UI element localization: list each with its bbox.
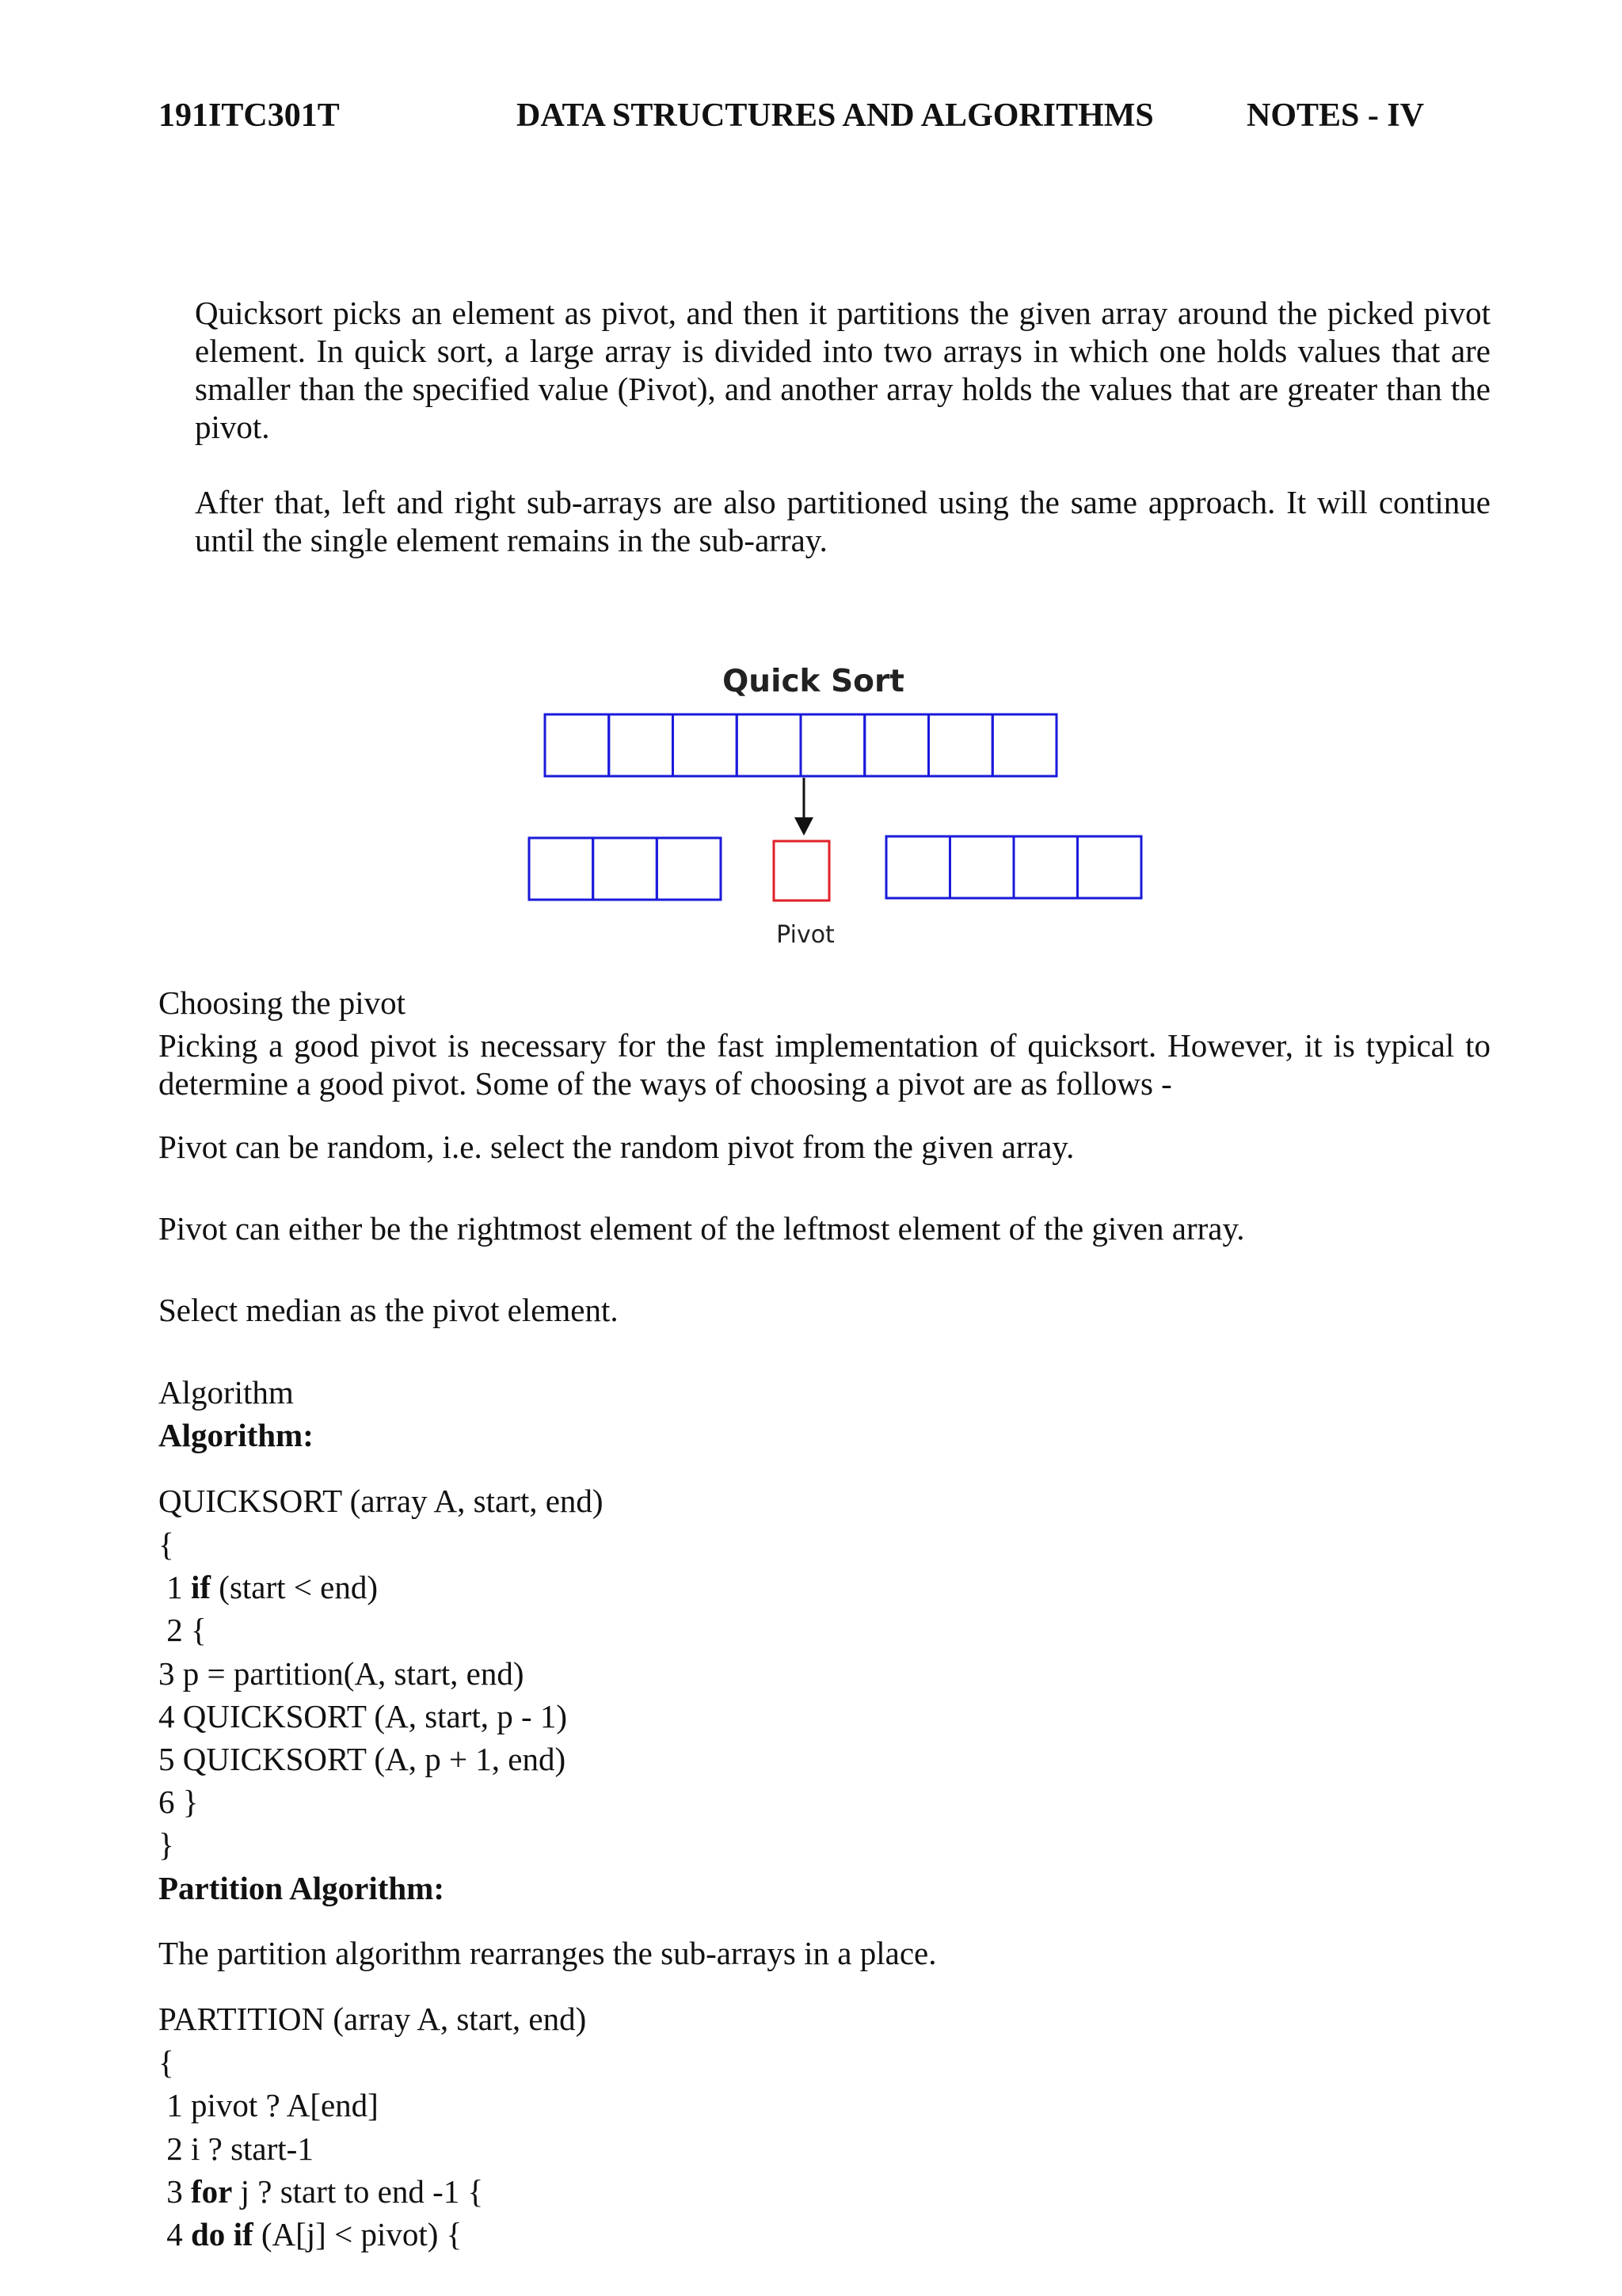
top-array-cell-2 <box>609 714 673 776</box>
left-array-cell-1 <box>529 838 593 900</box>
right-array-cell-1 <box>886 836 950 898</box>
top-array-cell-1 <box>545 714 609 776</box>
partition-signature: PARTITION (array A, start, end) <box>158 2001 587 2037</box>
top-array-cell-8 <box>992 714 1057 776</box>
pivot-way-random: Pivot can be random, i.e. select the random pivot from the given array. <box>158 1129 1075 1165</box>
top-array <box>545 714 1057 776</box>
quicksort-line-5: 5 QUICKSORT (A, p + 1, end) <box>158 1741 566 1777</box>
condition: (start < end) <box>211 1569 379 1605</box>
keyword-for: for <box>191 2173 233 2210</box>
top-array-cell-7 <box>929 714 993 776</box>
arrow-head <box>794 817 813 836</box>
right-array-cell-4 <box>1078 836 1142 898</box>
quicksort-close-brace: } <box>158 1826 174 1863</box>
pivot-box <box>774 841 829 901</box>
keyword-do: do <box>191 2216 226 2252</box>
partition-open-brace: { <box>158 2044 174 2081</box>
top-array-cell-4 <box>737 714 801 776</box>
space <box>225 2216 233 2252</box>
line-number: 4 <box>158 2216 191 2252</box>
quicksort-line-6: 6 } <box>158 1784 199 1820</box>
partition-line-2: 2 i ? start-1 <box>158 2130 314 2167</box>
quicksort-signature: QUICKSORT (array A, start, end) <box>158 1483 603 1519</box>
quicksort-line-4: 4 QUICKSORT (A, start, p - 1) <box>158 1698 568 1734</box>
top-array-cell-5 <box>801 714 865 776</box>
partition-description: The partition algorithm rearranges the sub-arrays in a place. <box>158 1935 937 1971</box>
intro-paragraph-2: After that, left and right sub-arrays are also partitioned using the same approach. It will continue until the single element remains in the sub-array. <box>195 484 1491 558</box>
right-array-cell-3 <box>1014 836 1078 898</box>
quicksort-open-brace: { <box>158 1526 174 1563</box>
left-sub-array <box>529 838 721 900</box>
left-array-cell-3 <box>657 838 721 900</box>
pivot-way-median: Select median as the pivot element. <box>158 1292 619 1328</box>
loop-range: j ? start to end -1 { <box>232 2173 484 2210</box>
diagram-title: Quick Sort <box>722 664 904 699</box>
partition-line-3 <box>158 2172 483 2210</box>
course-title: DATA STRUCTURES AND ALGORITHMS <box>516 97 1154 134</box>
pivot-label: Pivot <box>776 921 835 949</box>
condition: (A[j] < pivot) { <box>253 2216 463 2252</box>
intro-paragraph-1: Quicksort picks an element as pivot, and then it partitions the given array around the picked pivot element. In quick sort, a large array is divided into two arrays in which one holds values that are smaller than the specified value (Pivot), and another array holds the values that are greater than the pivot. <box>195 295 1491 445</box>
algorithm-heading-bold: Algorithm: <box>158 1417 314 1453</box>
pivot-way-end-element: Pivot can either be the rightmost element of the leftmost element of the given array. <box>158 1210 1245 1247</box>
top-array-cell-6 <box>865 714 929 776</box>
partition-line-1: 1 pivot ? A[end] <box>158 2087 379 2123</box>
keyword-if: if <box>233 2216 253 2252</box>
course-code: 191ITC301T <box>158 97 340 134</box>
quicksort-line-2: 2 { <box>158 1612 207 1648</box>
left-array-cell-2 <box>593 838 657 900</box>
keyword-if: if <box>191 1569 211 1605</box>
pivot-section-intro: Picking a good pivot is necessary for the fast implementation of quicksort. However, it is typical to determine a good pivot. Some of the ways of choosing a pivot are as follows - <box>158 1027 1491 1102</box>
quicksort-line-3: 3 p = partition(A, start, end) <box>158 1655 524 1692</box>
pivot-section-heading: Choosing the pivot <box>158 984 406 1021</box>
partition-heading: Partition Algorithm: <box>158 1870 444 1906</box>
quicksort-line-1 <box>158 1568 378 1606</box>
line-number: 1 <box>158 1569 191 1605</box>
right-sub-array <box>886 836 1141 898</box>
algorithm-heading: Algorithm <box>158 1374 294 1411</box>
top-array-cell-3 <box>673 714 737 776</box>
right-array-cell-2 <box>950 836 1015 898</box>
partition-line-4 <box>158 2215 462 2253</box>
line-number: 3 <box>158 2173 191 2210</box>
notes-label: NOTES - IV <box>1247 97 1425 134</box>
